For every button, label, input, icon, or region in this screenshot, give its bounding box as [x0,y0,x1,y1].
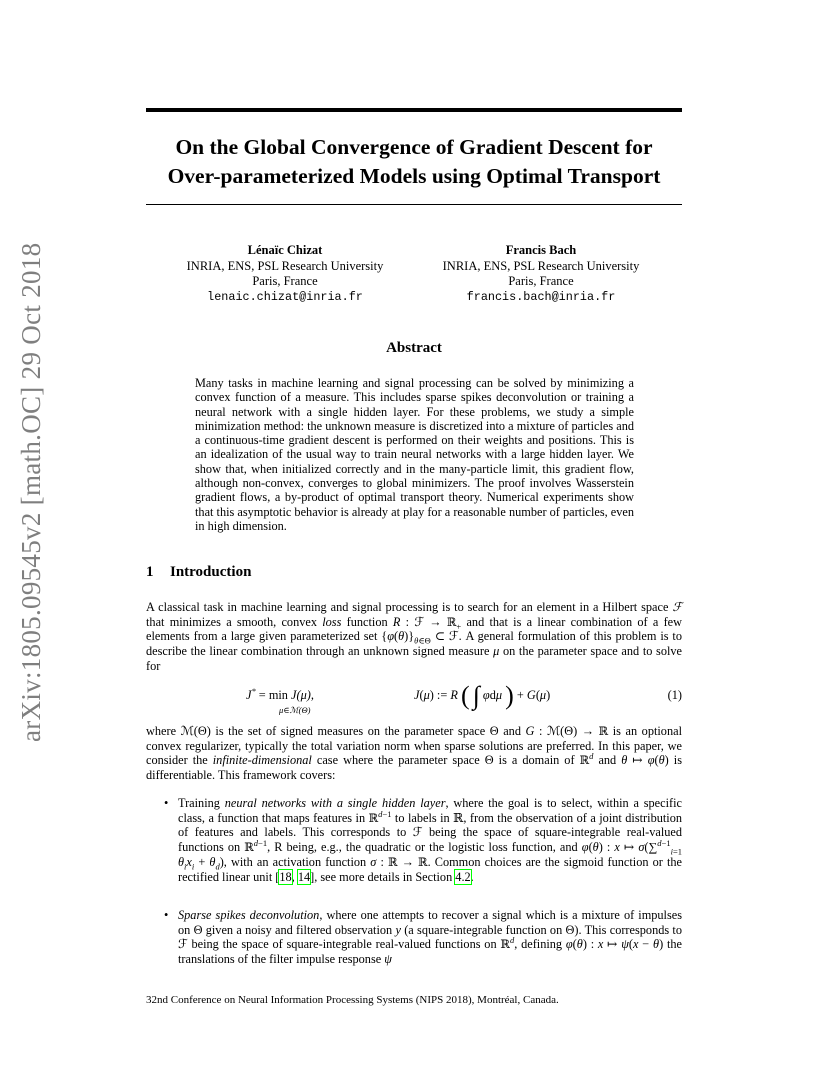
citation-link-14[interactable]: 14 [297,869,311,884]
author-name: Francis Bach [505,243,577,257]
title-line-1: On the Global Convergence of Gradient Descent for [175,135,653,159]
title-line-2: Over-parameterized Models using Optimal Transport [167,164,661,188]
abstract-body: Many tasks in machine learning and signal processing can be solved by minimizing a convex function of a measure. This includes sparse spikes deconvolution or training a neural network with a single hidden layer. For these problems, we study a simple minimization method: the unknown measure is discretized into a mixture of particles and a continuous-time gradient descent is performed on their weights and positions. This is an idealization of the usual way to train neural networks with a large hidden layer. We show that, when initialized correctly and in the many-particle limit, this gradient flow, although non-convex, converges to global minimizers. The proof involves Wasserstein gradient flows, a by-product of optimal transport theory. Numerical experiments show that this asymptotic behavior is already at play for a reasonable number of particles, even in high dimension. [195,376,634,533]
equation-1 [146,681,682,716]
citation-link-18[interactable]: 18 [279,869,292,884]
list-item-neural-networks: • Training neural networks with a single hidden layer, where the goal is to select, within a specific class, a function that maps features in ℝ$^{d-1}$ to labels in ℝ, from the observation of a joint distribution of features and labels. This corresponds to ℱ being the space of square-integrable real-valued functions on ℝ$^{d-1}$, R being, e.g., the quadratic or the logistic loss function, and φ(θ) : x ↦ σ(∑$^{d-1}_{i=1}$ $\theta_ix_i + \theta_d$), with an activation function σ : ℝ → ℝ. Common choices are the sigmoid function or the rectified linear unit [18, 14], see more details in Section 4.2. [164,796,683,884]
section-title: Introduction [170,564,252,580]
equation-right: J(μ) := R ( ∫ φdμ ) + G(μ) [414,681,551,710]
author-block-chizat [160,243,410,305]
bullet-icon: • [164,908,169,922]
equation-left: J* = min J(μ), [246,685,314,702]
abstract-heading: Abstract [386,340,442,356]
bullet-icon: • [164,796,169,810]
equation-subscript: μ∈ℳ(Θ) [279,705,311,715]
title-rule-top [146,108,682,112]
intro-paragraph-1: A classical task in machine learning and signal processing is to search for an element in a Hilbert space ℱ that minimizes a smooth, convex loss function R : ℱ → ℝ$_+$ and that is a linear combination of a few elements from a large given parameterized set $\{\varphi(\theta)\}_{\theta\in\Theta}$ ⊂ ℱ. A general formulation of this problem is to describe the linear combination through an unknown signed measure μ on the parameter space and to solve for [146,600,683,673]
section-heading [146,565,251,580]
section-number: 1 [146,564,154,580]
author-email[interactable]: francis.bach@inria.fr [466,289,616,304]
title-rule-bottom [146,204,682,205]
list-item-sparse-spikes: • Sparse spikes deconvolution, where one attempts to recover a signal which is a mixture of impulses on Θ given a noisy and filtered observation y (a square-integrable function on Θ). This corresponds to ℱ being the space of square-integrable real-valued functions on ℝ$^d$, defining φ(θ) : x ↦ ψ(x − θ) the translations of the filter impulse response ψ [164,908,683,967]
paper-title [140,133,688,191]
author-block-bach [416,243,666,305]
conference-footnote: 32nd Conference on Neural Information Processing Systems (NIPS 2018), Montréal, Canada. [146,994,559,1006]
arxiv-side-stamp[interactable]: arXiv:1805.09545v2 [math.OC] 29 Oct 2018 [16,242,46,742]
bullet-list-2 [164,908,683,967]
intro-paragraph-2: where ℳ(Θ) is the set of signed measures on the parameter space Θ and G : ℳ(Θ) → ℝ is an optional convex regularizer, typically the total variation norm when sparse solutions are preferred. In this paper, we consider the infinite-dimensional case where the parameter space Θ is a domain of ℝ$^d$ and θ ↦ φ(θ) is differentiable. This framework covers: [146,724,683,783]
equation-number: (1) [667,688,682,702]
author-location: Paris, France [252,274,318,288]
section-link-4-2[interactable]: 4.2 [455,869,471,884]
bullet-list-1 [164,796,683,884]
author-email[interactable]: lenaic.chizat@inria.fr [207,289,363,304]
author-affiliation: INRIA, ENS, PSL Research University [442,258,640,273]
author-location: Paris, France [508,274,574,288]
author-name: Lénaïc Chizat [247,243,323,257]
author-affiliation: INRIA, ENS, PSL Research University [186,258,384,273]
